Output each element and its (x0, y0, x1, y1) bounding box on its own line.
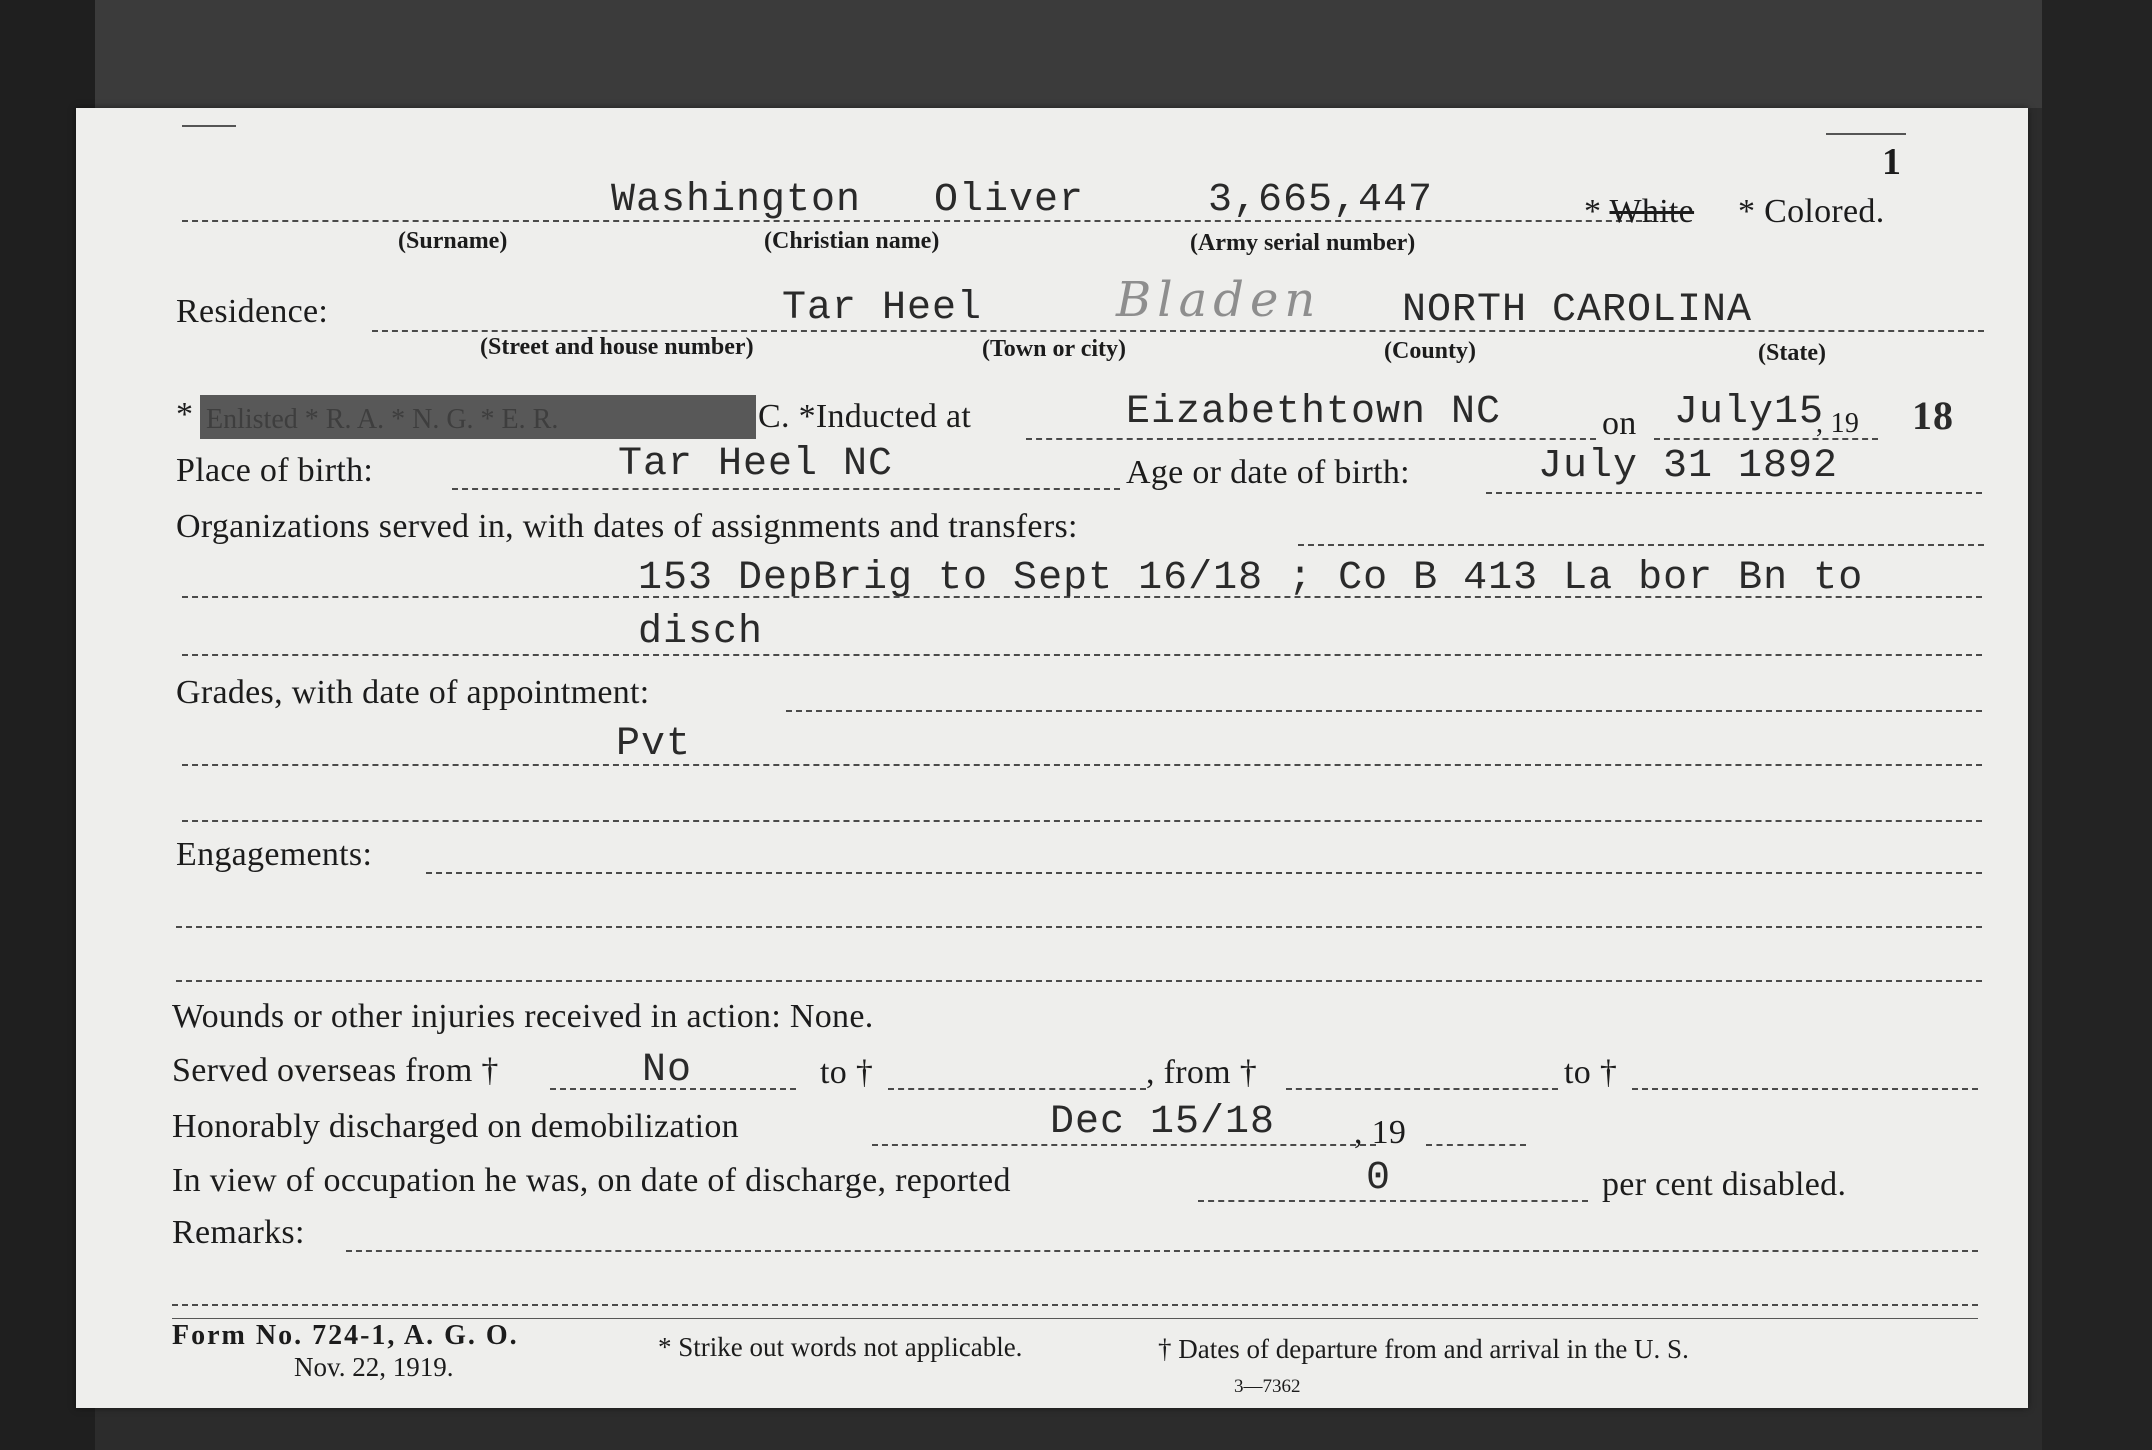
background-right (2042, 0, 2152, 1450)
caption-serial: (Army serial number) (1190, 230, 1416, 256)
grades-label-line (786, 710, 1982, 712)
serial-value: 3,665,447 (1208, 178, 1434, 223)
overseas-to-label-2: to † (1564, 1054, 1618, 1091)
caption-county: (County) (1384, 338, 1477, 364)
discharge-year-line (1426, 1144, 1526, 1146)
organizations-value-1: 153 DepBrig to Sept 16/18 ; Co B 413 La bor Bn to (638, 556, 1864, 601)
race-colored: * Colored. (1738, 193, 1885, 230)
wounds-label: Wounds or other injuries received in action: None. (172, 998, 874, 1035)
disability-line (1198, 1200, 1588, 1202)
birth-date-line (1486, 492, 1982, 494)
remarks-line-2 (172, 1304, 1978, 1306)
birthplace-label: Place of birth: (176, 452, 374, 489)
corner-rule (182, 125, 236, 127)
print-code: 3—7362 (1234, 1376, 1301, 1397)
caption-town: (Town or city) (982, 336, 1126, 362)
service-record-card (76, 108, 2028, 1408)
on-label: on (1602, 405, 1637, 442)
grades-line-2 (182, 820, 1982, 822)
discharge-date: Dec 15/18 (1050, 1100, 1276, 1145)
overseas-to-line (888, 1088, 1146, 1090)
caption-surname: (Surname) (398, 228, 508, 254)
footer-rule (172, 1318, 1978, 1319)
surname-value: Washington (611, 178, 862, 223)
overseas-to-line-2 (1632, 1088, 1978, 1090)
grade-value: Pvt (616, 722, 692, 767)
enlisted-options-redacted: Enlisted * R. A. * N. G. * E. R. (206, 404, 559, 435)
inducted-place: Eizabethtown NC (1126, 390, 1502, 435)
background-top (95, 0, 2042, 108)
birth-date: July 31 1892 (1538, 444, 1839, 489)
inducted-label: C. *Inducted at (758, 398, 972, 435)
disability-suffix: per cent disabled. (1602, 1166, 1847, 1203)
engagements-line-1 (176, 926, 1982, 928)
residence-town: Tar Heel (782, 286, 983, 331)
engagements-line-0 (426, 872, 1982, 874)
strike-note: * Strike out words not applicable. (658, 1332, 1023, 1362)
engagements-label: Engagements: (176, 836, 373, 873)
caption-state: (State) (1758, 340, 1826, 366)
christian-name-value: Oliver (934, 178, 1085, 223)
organizations-label: Organizations served in, with dates of assignments and transfers: (176, 508, 1078, 545)
organizations-line-2 (182, 654, 1982, 656)
disability-value: 0 (1366, 1156, 1392, 1201)
card-number: 1 (1882, 141, 1901, 183)
engagements-line-2 (176, 980, 1982, 982)
residence-label: Residence: (176, 293, 329, 330)
caption-christian: (Christian name) (764, 228, 940, 254)
inducted-place-line (1026, 438, 1596, 440)
inducted-year: 18 (1912, 393, 1954, 438)
organizations-label-line (1298, 544, 1984, 546)
overseas-to-label: to † (820, 1054, 874, 1091)
residence-county-handwritten: Bladen (1116, 272, 1322, 328)
disability-label: In view of occupation he was, on date of discharge, reported (172, 1162, 1011, 1199)
grades-label: Grades, with date of appointment: (176, 674, 650, 711)
caption-street: (Street and house number) (480, 334, 754, 360)
overseas-from-label-2: , from † (1146, 1054, 1257, 1091)
discharge-year-prefix: , 19 (1354, 1114, 1407, 1151)
birthplace-line (452, 488, 1120, 490)
remarks-line-1 (346, 1250, 1978, 1252)
race-white: * White (1584, 193, 1695, 230)
grades-line-1 (182, 764, 1982, 766)
dagger-note: † Dates of departure from and arrival in the U. S. (1158, 1334, 1689, 1364)
inducted-date: July15 (1674, 390, 1825, 435)
served-overseas-label: Served overseas from † (172, 1052, 499, 1089)
enlisted-asterisk: * (176, 396, 194, 433)
age-label: Age or date of birth: (1126, 454, 1410, 491)
served-overseas-value: No (642, 1048, 693, 1093)
form-number: Form No. 724-1, A. G. O. (172, 1320, 519, 1351)
overseas-from-line-2 (1286, 1088, 1558, 1090)
year-prefix: , 19 (1816, 408, 1860, 439)
residence-state: NORTH CAROLINA (1402, 288, 1753, 333)
organizations-value-2: disch (638, 610, 764, 655)
remarks-label: Remarks: (172, 1214, 305, 1251)
birthplace-value: Tar Heel NC (618, 442, 894, 487)
corner-rule-right (1826, 133, 1906, 135)
form-date: Nov. 22, 1919. (294, 1352, 454, 1382)
discharged-label: Honorably discharged on demobilization (172, 1108, 739, 1145)
